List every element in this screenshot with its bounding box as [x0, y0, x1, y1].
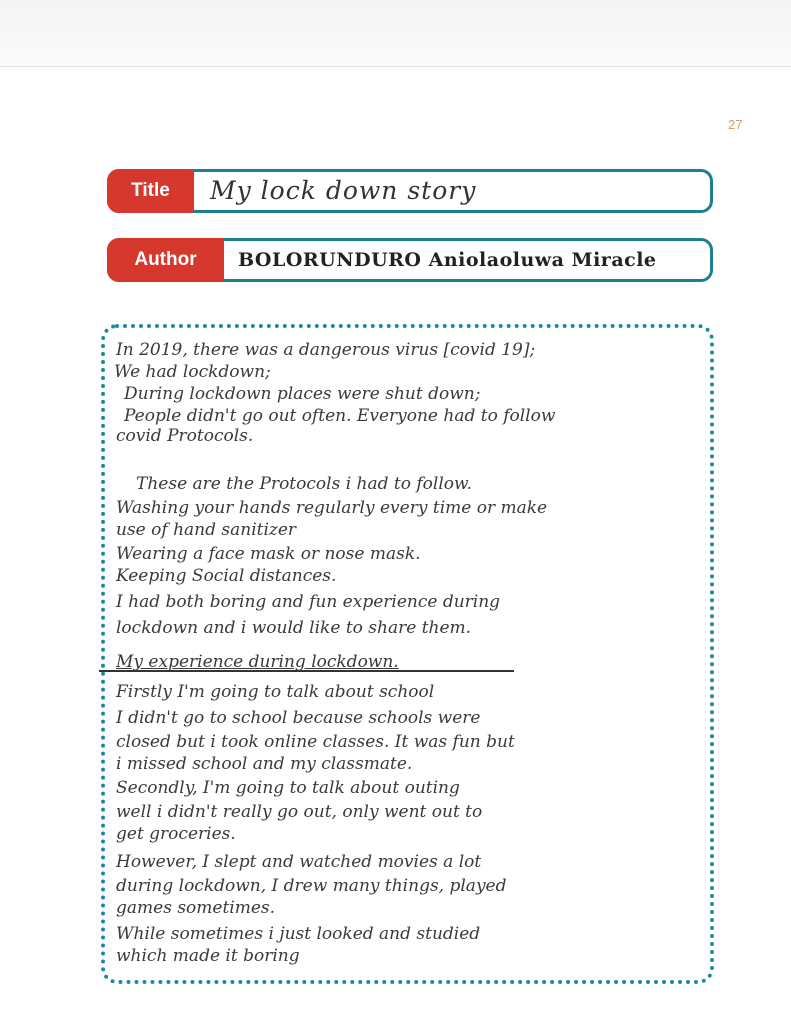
author-label: Author	[107, 238, 224, 282]
story-line: lockdown and i would like to share them.	[116, 618, 472, 638]
title-label: Title	[107, 169, 194, 213]
story-line: I had both boring and fun experience during	[116, 592, 501, 612]
story-line: I didn't go to school because schools were	[116, 708, 481, 728]
story-line: covid Protocols.	[116, 426, 254, 446]
title-field	[107, 169, 713, 213]
story-line: Secondly, I'm going to talk about outing	[116, 778, 460, 798]
story-line: during lockdown, I drew many things, played	[116, 876, 507, 896]
story-line: Firstly I'm going to talk about school	[116, 682, 435, 702]
story-line: use of hand sanitizer	[116, 520, 297, 540]
story-line: In 2019, there was a dangerous virus [covid 19];	[116, 340, 536, 360]
author-value: BOLORUNDURO Aniolaoluwa Miracle	[238, 249, 657, 271]
story-line: While sometimes i just looked and studied	[116, 924, 481, 944]
title-value: My lock down story	[210, 176, 477, 205]
story-line: People didn't go out often. Everyone had to follow	[124, 406, 556, 426]
story-line: get groceries.	[116, 824, 236, 844]
page-number: 27	[728, 117, 743, 132]
author-field	[107, 238, 713, 282]
story-line: Keeping Social distances.	[116, 566, 337, 586]
story-line: We had lockdown;	[114, 362, 271, 382]
story-line: closed but i took online classes. It was fun but	[116, 732, 515, 752]
story-line: Washing your hands regularly every time or make	[116, 498, 548, 518]
scan-top-edge	[0, 0, 791, 67]
story-line: which made it boring	[116, 946, 300, 966]
story-line: During lockdown places were shut down;	[124, 384, 481, 404]
story-line: games sometimes.	[116, 898, 276, 918]
story-line: However, I slept and watched movies a lot	[116, 852, 482, 872]
story-line: well i didn't really go out, only went out to	[116, 802, 483, 822]
story-line: These are the Protocols i had to follow.	[136, 474, 472, 494]
story-line: i missed school and my classmate.	[116, 754, 413, 774]
story-heading: My experience during lockdown.	[116, 652, 399, 672]
story-line: Wearing a face mask or nose mask.	[116, 544, 421, 564]
